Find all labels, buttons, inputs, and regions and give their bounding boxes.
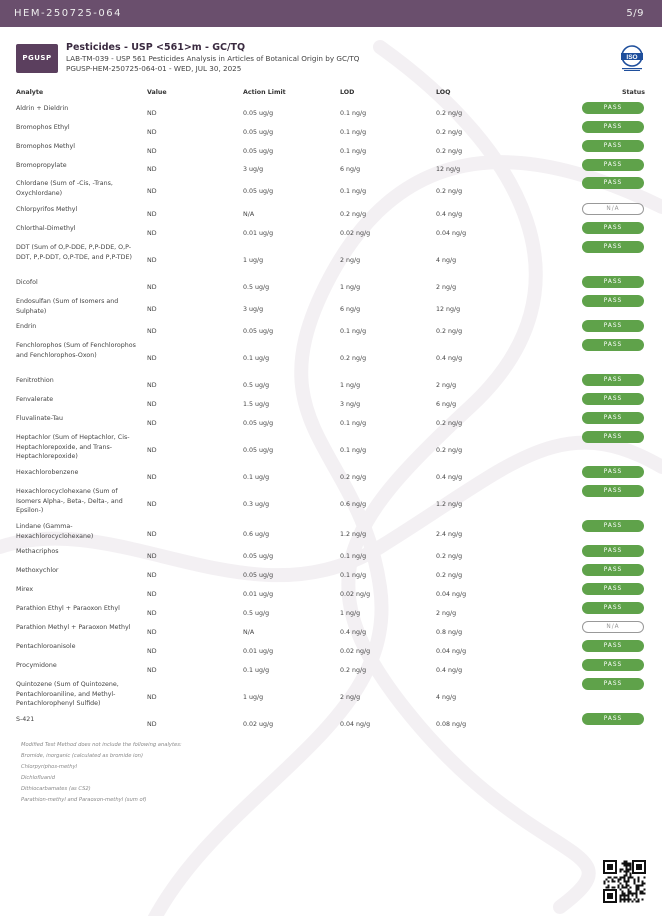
analyte-cell: Quintozene (Sum of Quintozene, Pentachloroaniline, and Methyl-Pentachlorophenyl Sulfide): [16, 681, 119, 707]
loq-cell: 0.4 ng/g: [436, 211, 463, 218]
action-limit-cell: 0.6 ug/g: [243, 531, 270, 538]
status-badge: N/A: [582, 203, 644, 215]
analyte-cell: Lindane (Gamma-Hexachlorocyclohexane): [16, 523, 94, 540]
action-limit-cell: 0.05 ug/g: [243, 148, 274, 155]
table-row: [0, 161, 662, 179]
table-row: [0, 585, 662, 604]
action-limit-cell: 1 ug/g: [243, 694, 264, 701]
lod-cell: 0.02 ng/g: [340, 230, 371, 237]
action-limit-cell: 0.5 ug/g: [243, 610, 270, 617]
action-limit-cell: 0.02 ug/g: [243, 721, 274, 728]
table-row: [0, 604, 662, 623]
report-title: Pesticides - USP <561>m - GC/TQ: [66, 42, 246, 53]
status-badge: PASS: [582, 545, 644, 557]
status-badge: PASS: [582, 276, 644, 288]
col-header-action-limit: Action Limit: [243, 89, 286, 96]
table-row: [0, 642, 662, 661]
lod-cell: 0.1 ng/g: [340, 553, 367, 560]
status-badge: PASS: [582, 520, 644, 532]
loq-cell: 0.04 ng/g: [436, 591, 467, 598]
lab-logo: PGUSP: [16, 44, 58, 73]
status-badge: PASS: [582, 602, 644, 614]
status-badge: PASS: [582, 583, 644, 595]
status-badge: PASS: [582, 320, 644, 332]
loq-cell: 2 ng/g: [436, 382, 457, 389]
status-badge: PASS: [582, 466, 644, 478]
action-limit-cell: 0.05 ug/g: [243, 572, 274, 579]
notes-heading: Modified Test Method does not include the following analytes:: [21, 742, 182, 748]
analyte-cell: Endosulfan (Sum of Isomers and Sulphate): [16, 298, 119, 315]
lod-cell: 0.1 ng/g: [340, 447, 367, 454]
loq-cell: 0.2 ng/g: [436, 328, 463, 335]
value-cell: ND: [147, 284, 157, 291]
action-limit-cell: 0.1 ug/g: [243, 474, 270, 481]
value-cell: ND: [147, 401, 157, 408]
loq-cell: 0.2 ng/g: [436, 420, 463, 427]
loq-cell: 12 ng/g: [436, 166, 461, 173]
action-limit-cell: 0.5 ug/g: [243, 382, 270, 389]
analyte-cell: Hexachlorobenzene: [16, 469, 79, 476]
status-badge: PASS: [582, 393, 644, 405]
excluded-analyte: Parathion-methyl and Paraoxon-methyl (sum of): [21, 797, 147, 803]
page-indicator: 5/9: [626, 8, 644, 19]
loq-cell: 0.2 ng/g: [436, 129, 463, 136]
lod-cell: 0.02 ng/g: [340, 648, 371, 655]
value-cell: ND: [147, 420, 157, 427]
lod-cell: 0.04 ng/g: [340, 721, 371, 728]
loq-cell: 0.2 ng/g: [436, 572, 463, 579]
action-limit-cell: 0.05 ug/g: [243, 188, 274, 195]
lod-cell: 1.2 ng/g: [340, 531, 367, 538]
analyte-cell: Aldrin + Dieldrin: [16, 105, 69, 112]
action-limit-cell: 0.1 ug/g: [243, 667, 270, 674]
table-row: [0, 123, 662, 142]
method-description: LAB-TM-039 - USP 561 Pesticides Analysis in Articles of Botanical Origin by GC/TQ: [66, 54, 360, 63]
analyte-cell: Endrin: [16, 323, 37, 330]
lod-cell: 0.1 ng/g: [340, 188, 367, 195]
loq-cell: 0.4 ng/g: [436, 355, 463, 362]
status-badge: PASS: [582, 295, 644, 307]
value-cell: ND: [147, 211, 157, 218]
value-cell: ND: [147, 230, 157, 237]
value-cell: ND: [147, 591, 157, 598]
loq-cell: 6 ng/g: [436, 401, 457, 408]
lod-cell: 0.1 ng/g: [340, 328, 367, 335]
table-row: [0, 278, 662, 297]
lod-cell: 1 ng/g: [340, 610, 361, 617]
table-row: [0, 395, 662, 414]
value-cell: ND: [147, 306, 157, 313]
table-row: [0, 224, 662, 243]
status-badge: PASS: [582, 241, 644, 253]
status-badge: PASS: [582, 374, 644, 386]
analyte-cell: Parathion Ethyl + Paraoxon Ethyl: [16, 605, 120, 612]
value-cell: ND: [147, 474, 157, 481]
analyte-cell: Fluvalinate-Tau: [16, 415, 63, 422]
value-cell: ND: [147, 648, 157, 655]
action-limit-cell: 0.3 ug/g: [243, 501, 270, 508]
table-row: [0, 179, 662, 205]
status-badge: N/A: [582, 621, 644, 633]
table-row: [0, 341, 662, 376]
table-row: [0, 680, 662, 715]
action-limit-cell: N/A: [243, 629, 255, 636]
analyte-cell: Fenchlorophos (Sum of Fenchlorophos and Fenchlorophos-Oxon): [16, 342, 136, 359]
table-row: [0, 142, 662, 161]
action-limit-cell: 0.01 ug/g: [243, 230, 274, 237]
lod-cell: 0.1 ng/g: [340, 572, 367, 579]
loq-cell: 0.8 ng/g: [436, 629, 463, 636]
excluded-analyte: Dichlofluanid: [21, 775, 56, 781]
loq-cell: 0.4 ng/g: [436, 667, 463, 674]
table-row: [0, 376, 662, 395]
qr-code-icon: [603, 860, 646, 903]
value-cell: ND: [147, 694, 157, 701]
lod-cell: 1 ng/g: [340, 382, 361, 389]
col-header-status: Status: [622, 89, 646, 96]
value-cell: ND: [147, 328, 157, 335]
lod-cell: 0.02 ng/g: [340, 591, 371, 598]
loq-cell: 0.2 ng/g: [436, 553, 463, 560]
lod-cell: 2 ng/g: [340, 694, 361, 701]
value-cell: ND: [147, 129, 157, 136]
value-cell: ND: [147, 667, 157, 674]
analyte-cell: Bromopropylate: [16, 162, 67, 169]
analyte-cell: DDT (Sum of O,P-DDE, P,P-DDE, O,P-DDT, P,P-DDT, O,P-TDE, and P,P-TDE): [16, 244, 132, 261]
lod-cell: 3 ng/g: [340, 401, 361, 408]
analyte-cell: Pentachloroanisole: [16, 643, 76, 650]
value-cell: ND: [147, 553, 157, 560]
action-limit-cell: N/A: [243, 211, 255, 218]
table-row: [0, 104, 662, 123]
action-limit-cell: 0.05 ug/g: [243, 328, 274, 335]
lod-cell: 6 ng/g: [340, 166, 361, 173]
value-cell: ND: [147, 148, 157, 155]
loq-cell: 0.2 ng/g: [436, 148, 463, 155]
table-row: [0, 297, 662, 322]
loq-cell: 1.2 ng/g: [436, 501, 463, 508]
lod-cell: 0.6 ng/g: [340, 501, 367, 508]
analyte-cell: Methacriphos: [16, 548, 59, 555]
value-cell: ND: [147, 257, 157, 264]
status-badge: PASS: [582, 121, 644, 133]
lod-cell: 0.2 ng/g: [340, 667, 367, 674]
analyte-cell: Fenitrothion: [16, 377, 54, 384]
table-row: [0, 522, 662, 547]
status-badge: PASS: [582, 222, 644, 234]
status-badge: PASS: [582, 159, 644, 171]
analyte-cell: Chlorpyrifos Methyl: [16, 206, 78, 213]
lod-cell: 0.1 ng/g: [340, 110, 367, 117]
value-cell: ND: [147, 531, 157, 538]
table-row: [0, 715, 662, 734]
lod-cell: 0.2 ng/g: [340, 211, 367, 218]
status-badge: PASS: [582, 485, 644, 497]
status-badge: PASS: [582, 659, 644, 671]
lod-cell: 1 ng/g: [340, 284, 361, 291]
table-row: [0, 205, 662, 224]
action-limit-cell: 0.05 ug/g: [243, 129, 274, 136]
action-limit-cell: 0.5 ug/g: [243, 284, 270, 291]
excluded-analyte: Dithiocarbamates (as CS2): [21, 786, 91, 792]
loq-cell: 0.08 ng/g: [436, 721, 467, 728]
loq-cell: 2.4 ng/g: [436, 531, 463, 538]
analyte-cell: Chlordane (Sum of -Cis, -Trans, Oxychlordane): [16, 180, 113, 197]
iso-certification-icon: [618, 44, 646, 72]
lod-cell: 0.1 ng/g: [340, 129, 367, 136]
loq-cell: 12 ng/g: [436, 306, 461, 313]
table-row: [0, 623, 662, 642]
status-badge: PASS: [582, 412, 644, 424]
analyte-cell: Chlorthal-Dimethyl: [16, 225, 76, 232]
loq-cell: 2 ng/g: [436, 284, 457, 291]
table-row: [0, 566, 662, 585]
iso-badge-label: ISO: [626, 54, 638, 61]
loq-cell: 2 ng/g: [436, 610, 457, 617]
col-header-analyte: Analyte: [16, 89, 44, 96]
lod-cell: 0.2 ng/g: [340, 355, 367, 362]
analyte-cell: Heptachlor (Sum of Heptachlor, Cis-Heptachlorepoxide, and Trans-Heptachlorepoxide): [16, 434, 130, 460]
value-cell: ND: [147, 572, 157, 579]
loq-cell: 0.4 ng/g: [436, 474, 463, 481]
lod-cell: 2 ng/g: [340, 257, 361, 264]
analyte-cell: Dicofol: [16, 279, 38, 286]
table-row: [0, 547, 662, 566]
action-limit-cell: 0.01 ug/g: [243, 648, 274, 655]
value-cell: ND: [147, 629, 157, 636]
value-cell: ND: [147, 610, 157, 617]
analyte-cell: Fenvalerate: [16, 396, 54, 403]
loq-cell: 0.2 ng/g: [436, 188, 463, 195]
value-cell: ND: [147, 501, 157, 508]
value-cell: ND: [147, 110, 157, 117]
analyte-cell: Mirex: [16, 586, 34, 593]
analyte-cell: Bromophos Methyl: [16, 143, 75, 150]
status-badge: PASS: [582, 640, 644, 652]
value-cell: ND: [147, 382, 157, 389]
analyte-cell: Parathion Methyl + Paraoxon Methyl: [16, 624, 131, 631]
table-row: [0, 322, 662, 341]
status-badge: PASS: [582, 564, 644, 576]
action-limit-cell: 3 ug/g: [243, 306, 264, 313]
lod-cell: 6 ng/g: [340, 306, 361, 313]
status-badge: PASS: [582, 678, 644, 690]
loq-cell: 4 ng/g: [436, 694, 457, 701]
action-limit-cell: 0.05 ug/g: [243, 447, 274, 454]
col-header-lod: LOD: [340, 89, 355, 96]
analyte-cell: Methoxychlor: [16, 567, 59, 574]
status-badge: PASS: [582, 177, 644, 189]
excluded-analyte: Chlorpyriphos-methyl: [21, 764, 78, 770]
lod-cell: 0.2 ng/g: [340, 474, 367, 481]
lod-cell: 0.1 ng/g: [340, 420, 367, 427]
loq-cell: 4 ng/g: [436, 257, 457, 264]
document-id: HEM-250725-064: [14, 8, 122, 19]
loq-cell: 0.2 ng/g: [436, 110, 463, 117]
status-badge: PASS: [582, 431, 644, 443]
lod-cell: 0.1 ng/g: [340, 148, 367, 155]
action-limit-cell: 0.05 ug/g: [243, 420, 274, 427]
analyte-cell: Bromophos Ethyl: [16, 124, 70, 131]
table-row: [0, 414, 662, 433]
action-limit-cell: 3 ug/g: [243, 166, 264, 173]
status-badge: PASS: [582, 102, 644, 114]
excluded-analyte: Bromide, inorganic (calculated as bromide ion): [21, 753, 143, 759]
table-row: [0, 487, 662, 522]
analyte-cell: Hexachlorocyclohexane (Sum of Isomers Alpha-, Beta-, Delta-, and Epsilon-): [16, 488, 123, 514]
action-limit-cell: 0.05 ug/g: [243, 110, 274, 117]
analyte-cell: Procymidone: [16, 662, 57, 669]
loq-cell: 0.04 ng/g: [436, 230, 467, 237]
top-bar: [0, 0, 662, 27]
loq-cell: 0.2 ng/g: [436, 447, 463, 454]
action-limit-cell: 0.01 ug/g: [243, 591, 274, 598]
value-cell: ND: [147, 447, 157, 454]
status-badge: PASS: [582, 140, 644, 152]
table-row: [0, 468, 662, 487]
sample-id-date: PGUSP-HEM-250725-064-01 - WED, JUL 30, 2025: [66, 64, 242, 73]
action-limit-cell: 0.1 ug/g: [243, 355, 270, 362]
col-header-value: Value: [147, 89, 167, 96]
value-cell: ND: [147, 188, 157, 195]
value-cell: ND: [147, 355, 157, 362]
action-limit-cell: 1 ug/g: [243, 257, 264, 264]
table-row: [0, 661, 662, 680]
loq-cell: 0.04 ng/g: [436, 648, 467, 655]
analyte-cell: S-421: [16, 716, 35, 723]
col-header-loq: LOQ: [436, 89, 451, 96]
value-cell: ND: [147, 721, 157, 728]
status-badge: PASS: [582, 339, 644, 351]
lod-cell: 0.4 ng/g: [340, 629, 367, 636]
table-row: [0, 433, 662, 468]
status-badge: PASS: [582, 713, 644, 725]
action-limit-cell: 0.05 ug/g: [243, 553, 274, 560]
table-row: [0, 243, 662, 278]
value-cell: ND: [147, 166, 157, 173]
action-limit-cell: 1.5 ug/g: [243, 401, 270, 408]
